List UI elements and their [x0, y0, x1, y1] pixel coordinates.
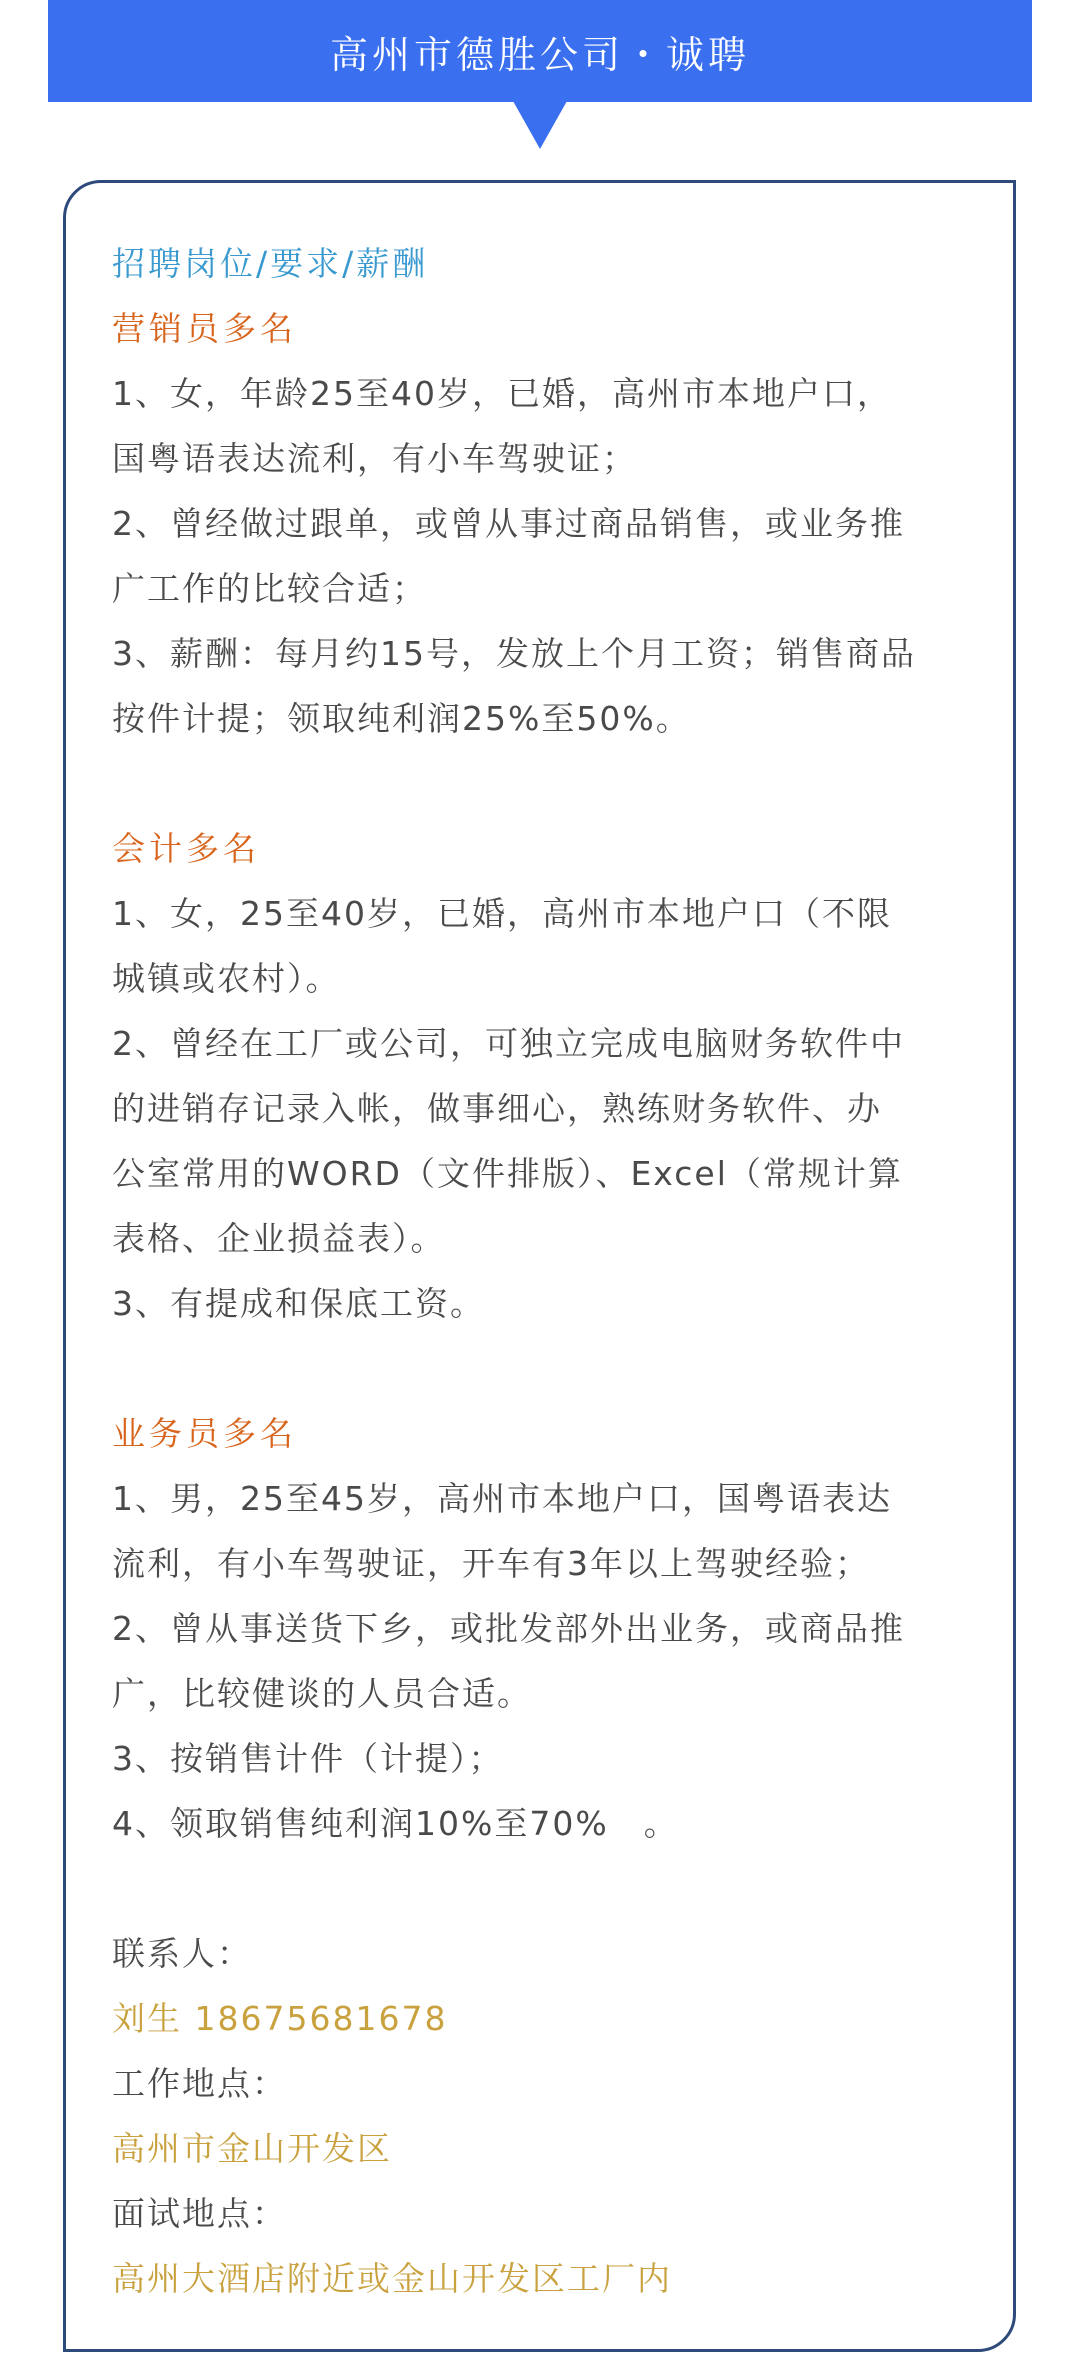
requirement-line: 2、曾从事送货下乡，或批发部外出业务，或商品推: [112, 1609, 905, 1648]
requirement-line: 2、曾经做过跟单，或曾从事过商品销售，或业务推: [112, 504, 905, 543]
requirement-line: 3、按销售计件（计提）；: [112, 1739, 504, 1778]
requirement-line: 广工作的比较合适；: [112, 569, 427, 608]
work-place-label: 工作地点：: [112, 2064, 287, 2103]
requirement-line: 公室常用的WORD（文件排版）、Excel（常规计算: [112, 1154, 903, 1193]
section-spacer: [112, 1856, 1013, 1921]
requirement-line: 1、女，年龄25至40岁，已婚，高州市本地户口，: [112, 374, 892, 413]
position-sales: [112, 296, 1013, 751]
position-title: 营销员多名: [112, 309, 297, 348]
requirement-line: 流利，有小车驾驶证，开车有3年以上驾驶经验；: [112, 1544, 870, 1583]
contact-section: [112, 1921, 1013, 2311]
section-title: 招聘岗位/要求/薪酬: [112, 244, 429, 283]
header-banner: [48, 0, 1032, 102]
page-title: 高州市德胜公司・诚聘: [329, 32, 750, 77]
requirement-line: 3、薪酬：每月约15号，发放上个月工资；销售商品: [112, 634, 916, 673]
section-spacer: [112, 1336, 1013, 1401]
requirement-line: 4、领取销售纯利润10%至70% 。: [112, 1804, 679, 1843]
requirement-line: 城镇或农村）。: [112, 959, 341, 998]
requirement-line: 广，比较健谈的人员合适。: [112, 1674, 532, 1713]
requirement-line: 3、有提成和保底工资。: [112, 1284, 485, 1323]
interview-value: 高州大酒店附近或金山开发区工厂内: [112, 2259, 672, 2298]
work-place-value: 高州市金山开发区: [112, 2129, 392, 2168]
position-accountant: [112, 816, 1013, 1336]
requirement-line: 国粤语表达流利，有小车驾驶证；: [112, 439, 637, 478]
requirement-line: 1、男，25至45岁，高州市本地户口，国粤语表达: [112, 1479, 892, 1518]
requirement-line: 表格、企业损益表）。: [112, 1219, 446, 1258]
requirement-line: 1、女，25至40岁，已婚，高州市本地户口（不限: [112, 894, 892, 933]
position-title: 业务员多名: [112, 1414, 297, 1453]
requirement-line: 的进销存记录入帐，做事细心，熟练财务软件、办: [112, 1089, 882, 1128]
position-salesman: [112, 1401, 1013, 1856]
section-spacer: [112, 751, 1013, 816]
requirement-line: 按件计提；领取纯利润25%至50%。: [112, 699, 691, 738]
contact-label: 联系人：: [112, 1934, 252, 1973]
job-posting-card: [63, 180, 1016, 2352]
contact-value: 刘生 18675681678: [112, 1999, 448, 2038]
requirement-line: 2、曾经在工厂或公司，可独立完成电脑财务软件中: [112, 1024, 905, 1063]
position-title: 会计多名: [112, 829, 260, 868]
interview-label: 面试地点：: [112, 2194, 287, 2233]
banner-pointer: [513, 101, 567, 149]
